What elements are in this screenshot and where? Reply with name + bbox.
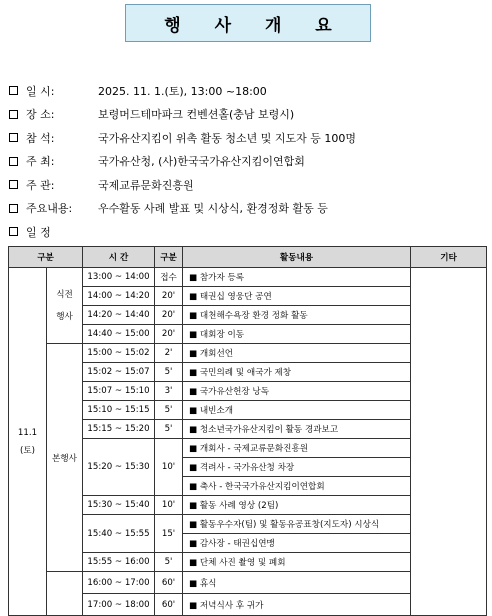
activity-cell: ■ 참가자 등록 [183,268,411,287]
info-value: 국제교류문화진흥원 [98,178,194,192]
time-cell: 15:07 ~ 15:10 [83,382,155,401]
activity-cell: ■ 저녁식사 후 귀가 [183,594,411,616]
checkbox-icon [9,204,18,213]
info-label: 주요내용: [26,202,73,216]
activity-cell: ■ 격려사 - 국가유산청 차장 [183,458,411,477]
duration-cell: 접수 [155,268,183,287]
activity-cell: ■ 태권십 영웅단 공연 [183,287,411,306]
title-box [125,4,371,42]
duration-cell: 3' [155,382,183,401]
activity-cell: ■ 휴식 [183,572,411,594]
time-cell: 15:30 ~ 15:40 [83,496,155,515]
info-label: 주 최: [26,155,55,169]
info-row-schedule [9,220,489,244]
duration-cell: 10' [155,496,183,515]
activity-cell: ■ 축사 - 한국국가유산지킴이연합회 [183,477,411,496]
duration-cell: 5' [155,401,183,420]
info-row-host [9,150,489,174]
time-cell: 15:10 ~ 15:15 [83,401,155,420]
time-cell: 14:00 ~ 14:20 [83,287,155,306]
info-row-date [9,79,489,103]
info-label: 참 석: [26,131,55,145]
checkbox-icon [9,157,18,166]
duration-cell: 5' [155,553,183,572]
info-value: 국가유산청, (사)한국국가유산지킴이연합회 [98,155,305,169]
duration-cell: 60' [155,572,183,594]
header-time: 시 간 [83,247,155,268]
page-title: 행 사 개 요 [164,15,346,36]
time-cell: 15:40 ~ 15:55 [83,515,155,553]
activity-cell: ■ 개회선언 [183,344,411,363]
checkbox-icon [9,227,18,236]
table-header-row [9,247,487,268]
activity-cell: ■ 단체 사진 촬영 및 폐회 [183,553,411,572]
info-row-organizer [9,173,489,197]
header-category: 구분 [9,247,83,268]
activity-cell: ■ 활동 사례 영상 (2팀) [183,496,411,515]
checkbox-icon [9,86,18,95]
overview-list [9,79,489,244]
activity-cell: ■ 대회장 이동 [183,325,411,344]
time-cell: 15:02 ~ 15:07 [83,363,155,382]
time-cell: 16:00 ~ 17:00 [83,572,155,594]
section-label: 행사 [56,311,73,322]
info-label: 일 정 [26,225,51,239]
header-duration: 구분 [155,247,183,268]
info-label: 일 시: [26,84,55,98]
info-value: 국가유산지킴이 위촉 활동 청소년 및 지도자 등 100명 [98,131,356,145]
section-pre-event [47,268,83,344]
activity-cell: ■ 청소년국가유산지킴이 활동 경과보고 [183,420,411,439]
checkbox-icon [9,110,18,119]
info-row-contents [9,197,489,221]
activity-cell: ■ 대천해수욕장 환경 정화 활동 [183,306,411,325]
section-main-event: 본행사 [47,344,83,572]
duration-cell: 15' [155,515,183,553]
time-cell: 15:00 ~ 15:02 [83,344,155,363]
duration-cell: 60' [155,594,183,616]
activity-cell: ■ 국가유산헌장 낭독 [183,382,411,401]
time-cell: 17:00 ~ 18:00 [83,594,155,616]
duration-cell: 20' [155,325,183,344]
activity-cell: ■ 활동우수자(팀) 및 활동유공표창(지도자) 시상식 [183,515,411,534]
header-activity: 활동내용 [183,247,411,268]
info-value: 2025. 11. 1.(토), 13:00 ~18:00 [98,84,267,98]
section-post-event [47,572,83,616]
activity-cell: ■ 국민의례 및 애국가 제창 [183,363,411,382]
time-cell: 14:20 ~ 14:40 [83,306,155,325]
duration-cell: 20' [155,287,183,306]
schedule-table [8,246,487,616]
time-cell: 15:15 ~ 15:20 [83,420,155,439]
date-cell [9,268,47,616]
time-cell: 13:00 ~ 14:00 [83,268,155,287]
duration-cell: 5' [155,420,183,439]
etc-cell [411,268,487,616]
info-row-attendees [9,126,489,150]
activity-cell: ■ 개회사 - 국제교류문화진흥원 [183,439,411,458]
activity-cell: ■ 내빈소개 [183,401,411,420]
duration-cell: 2' [155,344,183,363]
date-text: 11.1 [17,427,38,438]
info-label: 주 관: [26,178,55,192]
day-text: (토) [19,445,35,456]
activity-cell: ■ 감사장 - 태권십연맹 [183,534,411,553]
section-label: 식전 [56,289,73,300]
time-cell: 15:20 ~ 15:30 [83,439,155,496]
duration-cell: 10' [155,439,183,496]
time-cell: 15:55 ~ 16:00 [83,553,155,572]
duration-cell: 5' [155,363,183,382]
duration-cell: 20' [155,306,183,325]
info-label: 장 소: [26,108,55,122]
info-value: 우수활동 사례 발표 및 시상식, 환경정화 활동 등 [98,202,328,216]
header-etc: 기타 [411,247,487,268]
time-cell: 14:40 ~ 15:00 [83,325,155,344]
info-row-place [9,103,489,127]
table-row [9,268,487,287]
checkbox-icon [9,180,18,189]
checkbox-icon [9,133,18,142]
info-value: 보령머드테마파크 컨벤션홀(충남 보령시) [98,108,295,122]
